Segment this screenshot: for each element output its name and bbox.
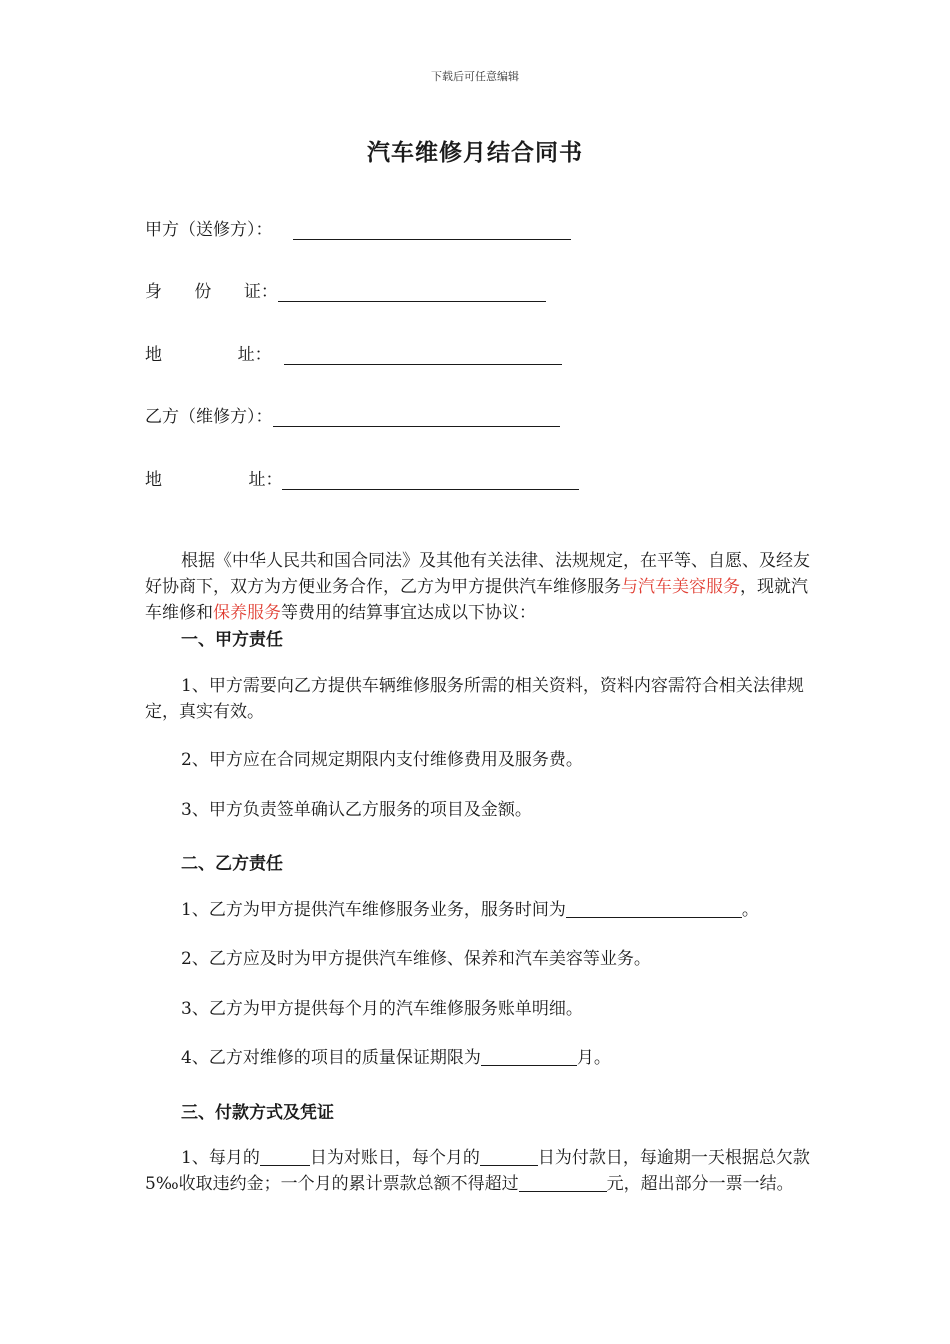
- section-heading-two: 二、乙方责任: [181, 854, 283, 874]
- address-b-field: [145, 465, 579, 490]
- intro-paragraph: [145, 548, 810, 626]
- address-b-label: 地 址：: [145, 470, 283, 490]
- intro-highlight-2: 保养服务: [213, 603, 281, 623]
- party-b-label: 乙方（维修方）：: [145, 407, 273, 427]
- address-a-label: 地 址：: [145, 345, 272, 365]
- address-a-blank: [284, 346, 562, 365]
- section-two-item-3: 3、乙方为甲方提供每个月的汽车维修服务账单明细。: [181, 999, 583, 1019]
- section-three-item-1-d: 元，超出部分一票一结。: [606, 1174, 794, 1194]
- payment-day-blank: [480, 1147, 538, 1166]
- section-heading-one: 一、甲方责任: [181, 630, 283, 650]
- section-two-item-1: [145, 897, 810, 923]
- section-two-item-1-end: 。: [741, 900, 759, 920]
- section-one-item-1: 1、甲方需要向乙方提供车辆维修服务所需的相关资料，资料内容需符合相关法律规定，真实有效。: [145, 676, 804, 722]
- section-three-item-1: [145, 1145, 810, 1197]
- intro-text-3: 等费用的结算事宜达成以下协议：: [281, 603, 536, 623]
- address-a-field: [145, 340, 562, 365]
- party-b-blank: [273, 408, 560, 427]
- intro-text-1: 根据《中华人民共和国合同法》及其他有关法律、法规规定，在平等、自愿、及经友好协商下，双方为方便业务合作，乙方为甲方提供汽车维修服务: [145, 551, 810, 597]
- section-three-item-1-c: 日为付款日，每逾期一天根据总欠款 5‰收取违约金；一个月的累计票款总额不得超过: [145, 1148, 810, 1194]
- section-two-item-2: 2、乙方应及时为甲方提供汽车维修、保养和汽车美容等业务。: [181, 949, 651, 969]
- section-two-item-4-end: 月。: [576, 1048, 611, 1068]
- section-one-item-2: 2、甲方应在合同规定期限内支付维修费用及服务费。: [181, 750, 583, 770]
- section-two-item-1-text: 1、乙方为甲方提供汽车维修服务业务，服务时间为: [181, 900, 566, 920]
- section-two-item-4: [145, 1045, 810, 1071]
- warranty-period-blank: [481, 1047, 577, 1066]
- service-time-blank: [566, 899, 742, 918]
- party-b-field: [145, 402, 560, 427]
- section-heading-three: 三、付款方式及凭证: [181, 1103, 334, 1123]
- document-title: 汽车维修月结合同书: [367, 140, 583, 166]
- header-note: 下载后可任意编辑: [431, 70, 519, 83]
- intro-highlight-1: 与汽车美容服务: [621, 577, 740, 597]
- id-card-field: [145, 277, 546, 302]
- id-card-blank: [278, 283, 546, 302]
- max-amount-blank: [519, 1173, 607, 1192]
- section-two-item-4-text: 4、乙方对维修的项目的质量保证期限为: [181, 1048, 481, 1068]
- intro-text-2: ，现就汽车维修和: [145, 577, 808, 623]
- party-a-field: [145, 215, 571, 240]
- reconciliation-day-blank: [260, 1147, 310, 1166]
- section-three-item-1-b: 日为对账日，每个月的: [309, 1148, 480, 1168]
- id-card-label: 身 份 证：: [145, 282, 278, 302]
- party-a-label: 甲方（送修方）：: [145, 220, 273, 240]
- section-one-item-3: 3、甲方负责签单确认乙方服务的项目及金额。: [181, 800, 532, 820]
- party-a-blank: [293, 221, 571, 240]
- section-three-item-1-a: 1、每月的: [181, 1148, 260, 1168]
- address-b-blank: [282, 471, 579, 490]
